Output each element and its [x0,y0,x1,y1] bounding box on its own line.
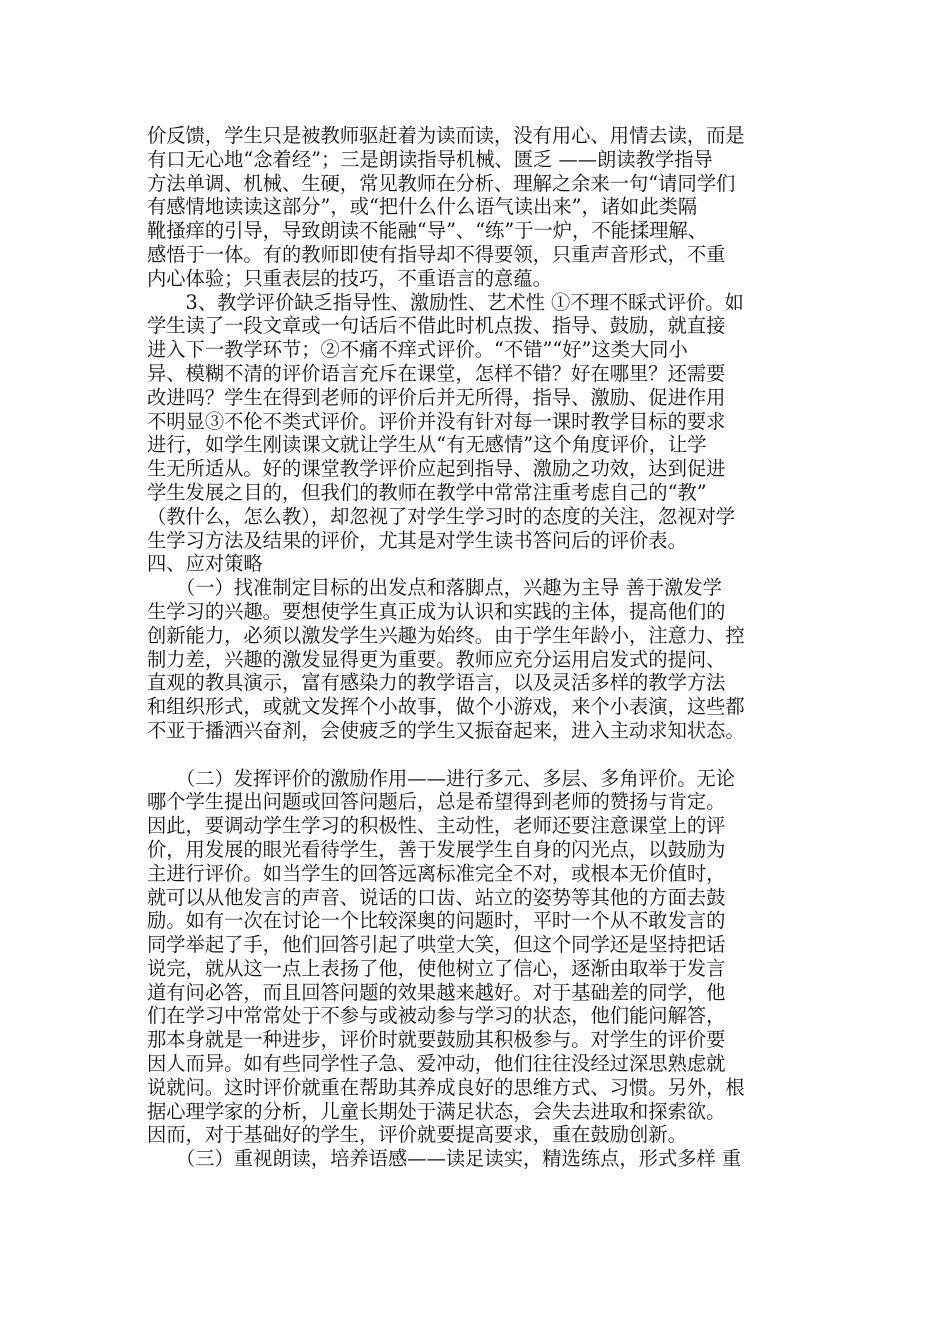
text-line: 因人而异。如有些同学性子急、爱冲动，他们往往没经过深思熟虑就 [147,1052,726,1076]
text-line: 有口无心地“念着经”；三是朗读指导机械、匮乏 ——朗读教学指导 [147,147,713,171]
text-line: 直观的教具演示，富有感染力的教学语言，以及灵活多样的教学方法 [147,671,726,695]
text-line: 哪个学生提出问题或回答问题后，总是希望得到老师的赞扬与肯定。 [147,790,726,814]
blank-line [147,743,817,767]
text-line: 价，用发展的眼光看待学生，善于发展学生自身的闪光点，以鼓励为 [147,837,726,861]
text-line: 同学举起了手，他们回答引起了哄堂大笑，但这个同学还是坚持把话 [147,933,726,957]
text-line: 因而，对于基础好的学生，评价就要提高要求，重在鼓励创新。 [147,1123,687,1147]
text-line: 感悟于一体。有的教师即使有指导却不得要领，只重声音形式，不重 [147,242,726,266]
text-line: 学生读了一段文章或一句话后不借此时机点拨、指导、鼓励，就直接 [147,314,726,338]
text-line: （教什么，怎么教），却忽视了对学生学习时的态度的关注，忽视对学 [147,504,736,528]
text-line: 生学习的兴趣。要想使学生真正成为认识和实践的主体，提高他们的 [147,599,726,623]
text-line: 进入下一教学环节；②不痛不痒式评价。“不错”“好”这类大同小 [147,338,688,362]
text-line: （二）发挥评价的激励作用——进行多元、多层、多角评价。无论 [147,766,736,790]
text-line: 说就问。这时评价就重在帮助其养成良好的思维方式、习惯。另外，根 [147,1075,745,1099]
text-line: 们在学习中常常处于不参与或被动参与学习的状态，他们能问解答， [147,1004,726,1028]
text-line: 进行，如学生刚读课文就让学生从“有无感情”这个角度评价，让学 [147,433,707,457]
text-line: （三）重视朗读，培养语感——读足读实，精选练点，形式多样 重 [147,1147,742,1171]
text-line: 因此，要调动学生学习的积极性、主动性，老师还要注意课堂上的评 [147,814,726,838]
text-line: 不亚于播洒兴奋剂，会使疲乏的学生又振奋起来，进入主动求知状态。 [147,718,745,742]
text-line: 3、教学评价缺乏指导性、激励性、艺术性 ①不理不睬式评价。如 [147,290,744,314]
text-line: 那本身就是一种进步，评价时就要鼓励其积极参与。对学生的评价要 [147,1028,726,1052]
text-line: 内心体验；只重表层的技巧，不重语言的意蕴。 [147,266,552,290]
text-line: 主进行评价。如当学生的回答远离标准完全不对，或根本无价值时， [147,861,726,885]
text-line: 异、模糊不清的评价语言充斥在课堂，怎样不错？好在哪里？还需要 [147,361,726,385]
text-line: 不明显③不伦不类式评价。评价并没有针对每一课时教学目标的要求 [147,409,726,433]
text-line: 有感情地读读这部分”，或“把什么什么语气读出来”，诸如此类隔 [147,195,698,219]
text-line: 励。如有一次在讨论一个比较深奥的问题时，平时一个从不敢发言的 [147,909,726,933]
text-line: 靴搔痒的引导，导致朗读不能融“导”、“练”于一炉，不能揉理解、 [147,219,708,243]
text-line: （一）找准制定目标的出发点和落脚点，兴趣为主导 善于激发学 [147,576,722,600]
text-line: 就可以从他发言的声音、说话的口齿、站立的姿势等其他的方面去鼓 [147,885,726,909]
text-line: 和组织形式，或就文发挥个小故事，做个小游戏，来个小表演，这些都 [147,695,745,719]
text-line: 说完，就从这一点上表扬了他，使他树立了信心，逐渐由取举于发言 [147,956,726,980]
text-line: 据心理学家的分析，儿童长期处于满足状态，会失去进取和探索欲。 [147,1099,726,1123]
text-line: 改进吗？学生在得到老师的评价后并无所得，指导、激励、促进作用 [147,385,726,409]
document-body [147,124,817,1171]
text-line: 学生发展之目的，但我们的教师在教学中常常注重考虑自己的“教” [147,480,707,504]
text-line: 方法单调、机械、生硬，常见教师在分析、理解之余来一句“请同学们 [147,171,736,195]
text-line: 创新能力，必须以激发学生兴趣为始终。由于学生年龄小，注意力、控 [147,623,745,647]
text-line: 价反馈，学生只是被教师驱赶着为读而读，没有用心、用情去读，而是 [147,124,745,147]
text-line: 道有问必答，而且回答问题的效果越来越好。对于基础差的同学，他 [147,980,726,1004]
text-line: 制力差，兴趣的激发显得更为重要。教师应充分运用启发式的提问、 [147,647,726,671]
text-line: 生学习方法及结果的评价，尤其是对学生读书答问后的评价表。 [147,528,687,552]
text-line: 四、应对策略 [147,552,263,576]
text-line: 生无所适从。好的课堂教学评价应起到指导、激励之功效，达到促进 [147,457,726,481]
